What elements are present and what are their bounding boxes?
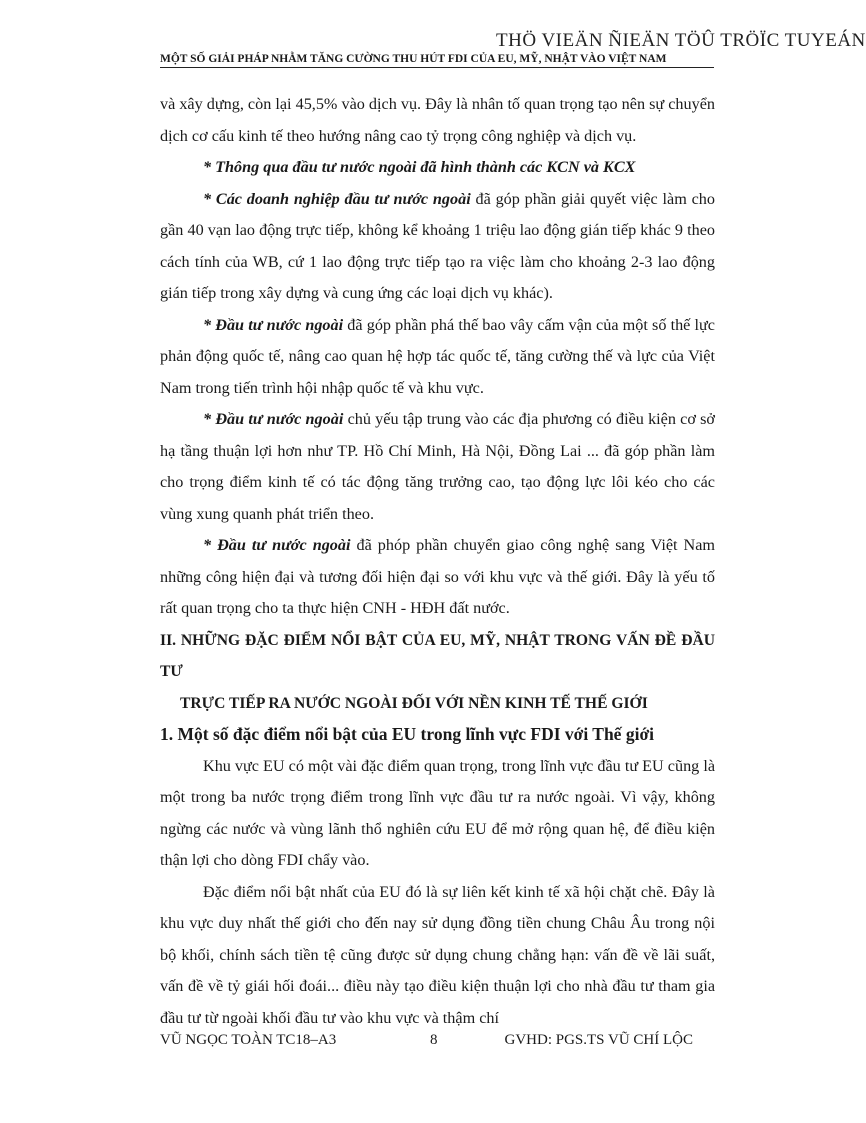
page-footer — [160, 1032, 715, 1056]
paragraph-lead: * Đầu tư nước ngoài — [203, 536, 351, 554]
section-heading-continued: TRỰC TIẾP RA NƯỚC NGOÀI ĐỐI VỚI NỀN KINH TẾ THẾ GIỚI — [180, 694, 648, 712]
paragraph-lead: * Đầu tư nước ngoài — [203, 410, 344, 428]
running-header: MỘT SỐ GIẢI PHÁP NHẰM TĂNG CƯỜNG THU HÚT FDI CỦA EU, MỸ, NHẬT VÀO VIỆT NAM — [160, 53, 714, 68]
document-body — [160, 89, 715, 1034]
paragraph-lead: * Các doanh nghiệp đầu tư nước ngoài — [203, 189, 471, 208]
footer-advisor: GVHD: PGS.TS VŨ CHÍ LỘC — [504, 1032, 693, 1048]
footer-author: VŨ NGỌC TOÀN TC18–A3 — [160, 1032, 337, 1048]
paragraph — [160, 184, 715, 310]
watermark-text: THÖ VIEÄN ÑIEÄN TÖÛ TRÖÏC TUYEÁN — [496, 30, 866, 51]
paragraph: Đặc điểm nổi bật nhất của EU đó là sự liên kết kinh tế xã hội chặt chẽ. Đây là khu vực duy nhất thế giới cho đến nay sử dụng đồng tiền chung Châu Âu trong nội bộ khối, chính sách tiền tệ cũng được sử dụng chung chẳng hạn: vấn đề về lãi suất, vấn đề về tỷ giái hối đoái... điều này tạo điều kiện thuận lợi cho nhà đầu tư tham gia đầu tư từ ngoài khối đầu tư vào khu vực và thậm chí — [160, 882, 715, 1027]
bullet-heading-text: * Thông qua đầu tư nước ngoài đã hình thành các KCN và KCX — [203, 158, 636, 176]
paragraph — [160, 404, 715, 530]
paragraph — [160, 530, 715, 625]
paragraph-text: đã góp phần giải quyết việc làm cho gần 40 vạn lao động trực tiếp, không kể khoảng 1 triệu lao động gián tiếp khác 9 theo cách tính của WB, cứ 1 lao động trực tiếp tạo ra việc làm cho khoảng 2-3 lao động gián tiếp trong xây dựng và cung ứng các loại dịch vụ khác). — [160, 189, 715, 302]
paragraph-text: đã phóp phần chuyển giao công nghệ sang Việt Nam những công hiện đại và tương đối hiện đại so với khu vực và thế giới. Đây là yếu tố rất quan trọng cho ta thực hiện CNH - HĐH đất nước. — [160, 536, 715, 617]
subsection-heading: 1. Một số đặc điểm nổi bật của EU trong lĩnh vực FDI với Thế giới — [160, 724, 654, 744]
paragraph-lead: * Đầu tư nước ngoài — [203, 315, 344, 334]
section-heading: II. NHỮNG ĐẶC ĐIỂM NỔI BẬT CỦA EU, MỸ, NHẬT TRONG VẤN ĐỀ ĐẦU TƯ — [160, 631, 715, 680]
paragraph-text: chủ yếu tập trung vào các địa phương có điều kiện cơ sở hạ tầng thuận lợi hơn như TP. Hồ Chí Minh, Hà Nội, Đồng Lai ... đã góp phần làm cho trọng điểm kinh tế có tác động tăng trưởng cao, tạo động lực lôi kéo cho các vùng xung quanh phát triển theo. — [160, 410, 715, 523]
paragraph-text: đã góp phần phá thế bao vây cấm vận của một số thế lực phản động quốc tế, nâng cao quan hệ hợp tác quốc tế, tăng cường thế và lực của Việt Nam trong tiến trình hội nhập quốc tế và khu vực. — [160, 315, 715, 397]
paragraph: và xây dựng, còn lại 45,5% vào dịch vụ. Đây là nhân tố quan trọng tạo nên sự chuyển dịch cơ cấu kinh tế theo hướng nâng cao tỷ trọng công nghiệp và dịch vụ. — [160, 95, 715, 145]
bullet-heading — [160, 152, 715, 184]
paragraph: Khu vực EU có một vài đặc điểm quan trọng, trong lĩnh vực đầu tư EU cũng là một trong ba nước trọng điểm trong lĩnh vực đầu tư ra nước ngoài. Vì vậy, không ngừng các nước và vùng lãnh thổ nghiên cứu EU để mở rộng quan hệ, để điều kiện thận lợi cho dòng FDI chẩy vào. — [160, 756, 715, 869]
page-number: 8 — [430, 1032, 438, 1048]
paragraph — [160, 310, 715, 405]
